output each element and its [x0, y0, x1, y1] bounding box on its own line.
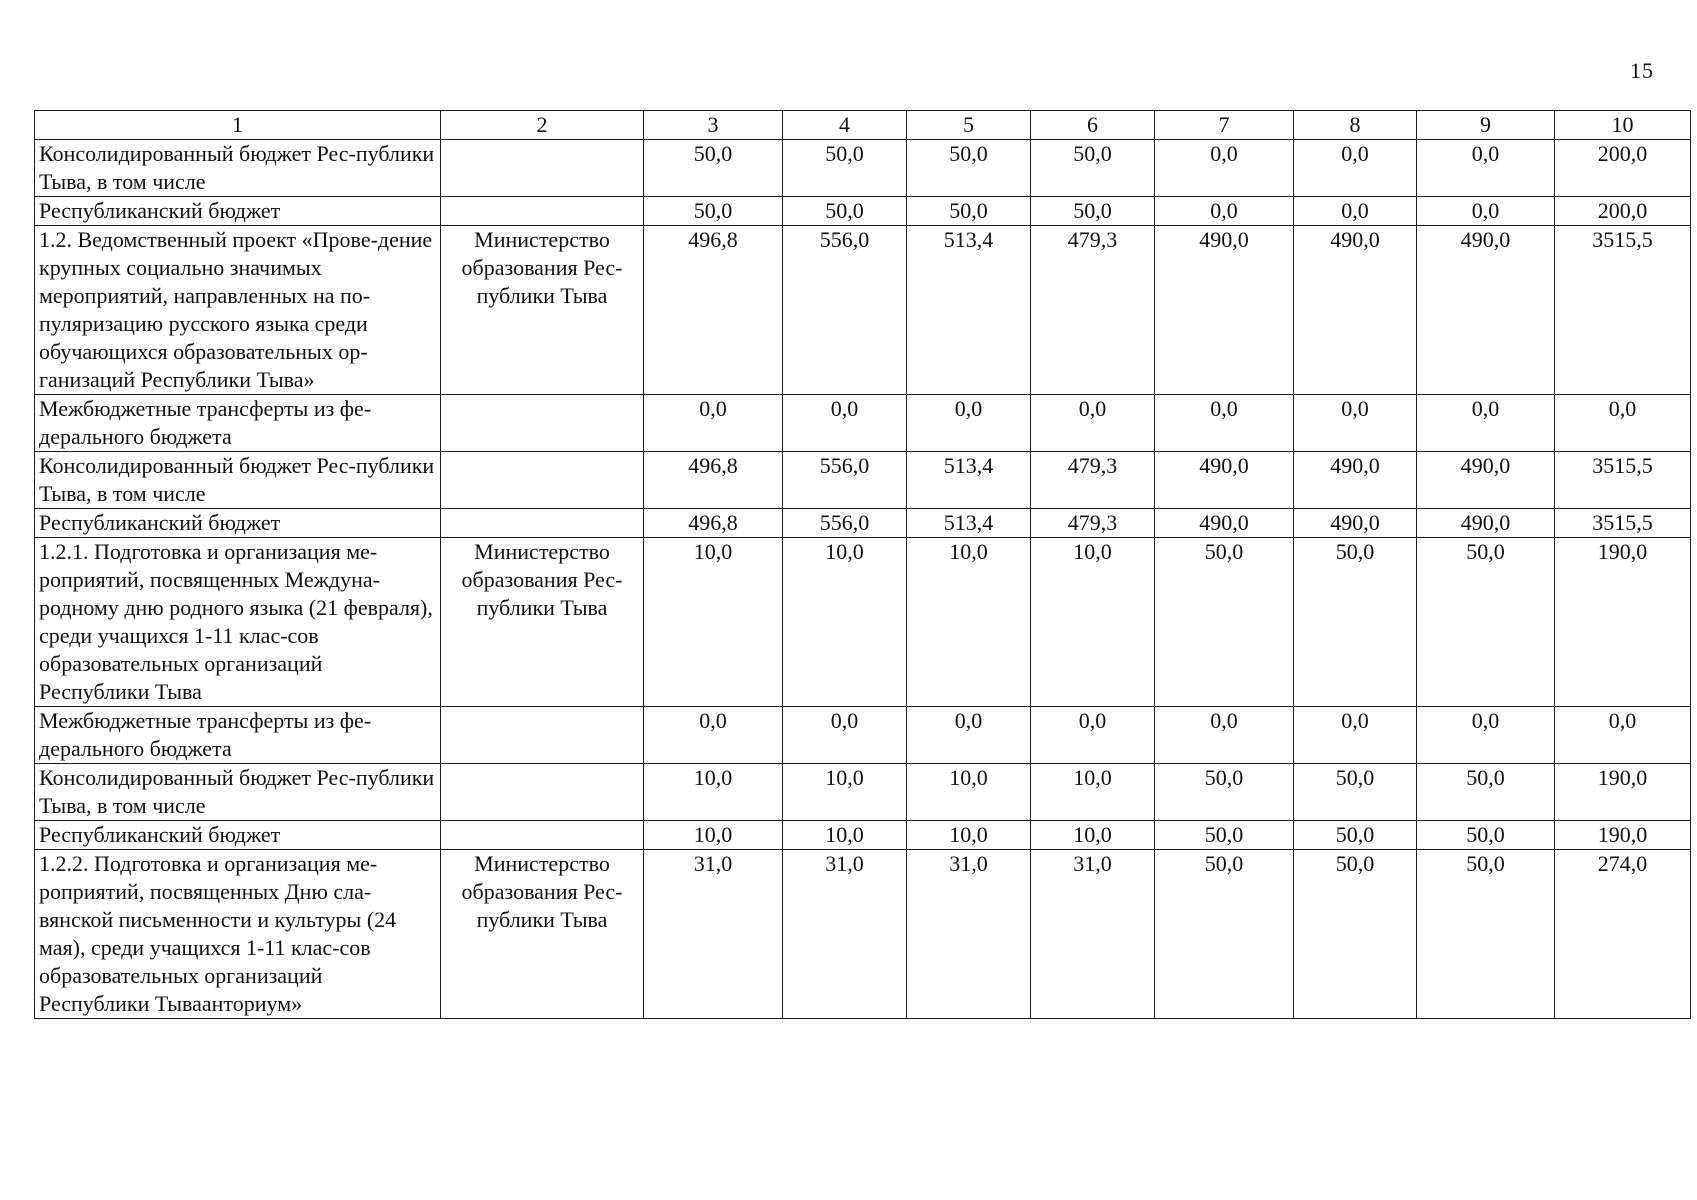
column-header: 7 [1155, 111, 1294, 140]
table-body [35, 140, 1691, 1019]
column-header: 9 [1417, 111, 1555, 140]
value-cell: 274,0 [1555, 850, 1691, 1019]
row-name-cell: Межбюджетные трансферты из фе-дерального бюджета [35, 395, 441, 452]
row-name-cell: Республиканский бюджет [35, 821, 441, 850]
value-cell: 50,0 [1417, 764, 1555, 821]
value-cell: 50,0 [1031, 197, 1155, 226]
value-cell: 50,0 [1294, 764, 1417, 821]
value-cell: 50,0 [1294, 821, 1417, 850]
row-name-cell: 1.2. Ведомственный проект «Прове-дение крупных социально значимых мероприятий, направленных на по-пуляризацию русского языка среди обучающихся образовательных ор-ганизаций Республики Тыва» [35, 226, 441, 395]
value-cell: 10,0 [1031, 538, 1155, 707]
value-cell: 0,0 [1417, 140, 1555, 197]
column-header: 1 [35, 111, 441, 140]
value-cell: 0,0 [1031, 395, 1155, 452]
table-row [35, 395, 1691, 452]
value-cell: 490,0 [1155, 509, 1294, 538]
responsible-cell [441, 707, 644, 764]
value-cell: 50,0 [783, 197, 907, 226]
value-cell: 0,0 [1155, 140, 1294, 197]
responsible-cell: Министерство образования Рес-публики Тыва [441, 538, 644, 707]
value-cell: 10,0 [783, 538, 907, 707]
value-cell: 513,4 [907, 509, 1031, 538]
value-cell: 190,0 [1555, 764, 1691, 821]
column-header: 6 [1031, 111, 1155, 140]
value-cell: 31,0 [907, 850, 1031, 1019]
value-cell: 50,0 [1155, 821, 1294, 850]
value-cell: 479,3 [1031, 226, 1155, 395]
value-cell: 0,0 [1294, 140, 1417, 197]
table-row [35, 707, 1691, 764]
value-cell: 50,0 [907, 197, 1031, 226]
value-cell: 3515,5 [1555, 226, 1691, 395]
value-cell: 0,0 [1417, 197, 1555, 226]
value-cell: 0,0 [644, 395, 783, 452]
value-cell: 490,0 [1155, 452, 1294, 509]
value-cell: 513,4 [907, 226, 1031, 395]
value-cell: 479,3 [1031, 452, 1155, 509]
value-cell: 50,0 [1417, 850, 1555, 1019]
value-cell: 0,0 [1155, 707, 1294, 764]
table-row [35, 452, 1691, 509]
value-cell: 31,0 [644, 850, 783, 1019]
value-cell: 50,0 [1417, 538, 1555, 707]
value-cell: 50,0 [1155, 850, 1294, 1019]
table-row [35, 821, 1691, 850]
value-cell: 0,0 [644, 707, 783, 764]
value-cell: 50,0 [1417, 821, 1555, 850]
value-cell: 0,0 [1555, 395, 1691, 452]
row-name-cell: 1.2.2. Подготовка и организация ме-роприятий, посвященных Дню сла-вянской письменности и культуры (24 мая), среди учащихся 1-11 клас-сов образовательных организаций Республики Тываанториум» [35, 850, 441, 1019]
value-cell: 490,0 [1294, 452, 1417, 509]
value-cell: 479,3 [1031, 509, 1155, 538]
value-cell: 10,0 [907, 538, 1031, 707]
value-cell: 496,8 [644, 452, 783, 509]
value-cell: 50,0 [1294, 850, 1417, 1019]
value-cell: 0,0 [1294, 707, 1417, 764]
responsible-cell: Министерство образования Рес-публики Тыва [441, 850, 644, 1019]
value-cell: 50,0 [1155, 538, 1294, 707]
value-cell: 10,0 [1031, 821, 1155, 850]
value-cell: 0,0 [1417, 395, 1555, 452]
value-cell: 0,0 [1555, 707, 1691, 764]
value-cell: 50,0 [1031, 140, 1155, 197]
value-cell: 0,0 [1155, 395, 1294, 452]
value-cell: 490,0 [1417, 509, 1555, 538]
table-row [35, 226, 1691, 395]
value-cell: 200,0 [1555, 140, 1691, 197]
responsible-cell: Министерство образования Рес-публики Тыва [441, 226, 644, 395]
value-cell: 0,0 [907, 395, 1031, 452]
value-cell: 490,0 [1294, 509, 1417, 538]
responsible-cell [441, 821, 644, 850]
value-cell: 50,0 [1155, 764, 1294, 821]
value-cell: 3515,5 [1555, 452, 1691, 509]
header-row [35, 111, 1691, 140]
value-cell: 496,8 [644, 509, 783, 538]
row-name-cell: Консолидированный бюджет Рес-публики Тыва, в том числе [35, 452, 441, 509]
value-cell: 50,0 [783, 140, 907, 197]
value-cell: 10,0 [907, 764, 1031, 821]
value-cell: 200,0 [1555, 197, 1691, 226]
value-cell: 10,0 [644, 821, 783, 850]
value-cell: 10,0 [1031, 764, 1155, 821]
value-cell: 556,0 [783, 509, 907, 538]
value-cell: 10,0 [783, 764, 907, 821]
row-name-cell: Консолидированный бюджет Рес-публики Тыва, в том числе [35, 140, 441, 197]
value-cell: 0,0 [1155, 197, 1294, 226]
value-cell: 10,0 [783, 821, 907, 850]
value-cell: 10,0 [907, 821, 1031, 850]
table-row [35, 509, 1691, 538]
table-row [35, 764, 1691, 821]
column-header: 8 [1294, 111, 1417, 140]
row-name-cell: Республиканский бюджет [35, 197, 441, 226]
column-header: 10 [1555, 111, 1691, 140]
value-cell: 496,8 [644, 226, 783, 395]
responsible-cell [441, 509, 644, 538]
row-name-cell: 1.2.1. Подготовка и организация ме-роприятий, посвященных Междуна-родному дню родного языка (21 февраля), среди учащихся 1-11 клас-сов образовательных организаций Республики Тыва [35, 538, 441, 707]
value-cell: 10,0 [644, 764, 783, 821]
value-cell: 31,0 [783, 850, 907, 1019]
value-cell: 3515,5 [1555, 509, 1691, 538]
row-name-cell: Республиканский бюджет [35, 509, 441, 538]
value-cell: 0,0 [1294, 395, 1417, 452]
responsible-cell [441, 764, 644, 821]
value-cell: 0,0 [783, 395, 907, 452]
value-cell: 490,0 [1155, 226, 1294, 395]
value-cell: 490,0 [1417, 452, 1555, 509]
responsible-cell [441, 395, 644, 452]
value-cell: 490,0 [1294, 226, 1417, 395]
value-cell: 50,0 [907, 140, 1031, 197]
page-number: 15 [1630, 58, 1654, 83]
column-header: 2 [441, 111, 644, 140]
value-cell: 31,0 [1031, 850, 1155, 1019]
value-cell: 190,0 [1555, 821, 1691, 850]
table-row [35, 140, 1691, 197]
value-cell: 490,0 [1417, 226, 1555, 395]
value-cell: 556,0 [783, 452, 907, 509]
value-cell: 556,0 [783, 226, 907, 395]
column-header: 3 [644, 111, 783, 140]
value-cell: 50,0 [644, 197, 783, 226]
value-cell: 0,0 [907, 707, 1031, 764]
value-cell: 50,0 [644, 140, 783, 197]
column-header: 4 [783, 111, 907, 140]
value-cell: 513,4 [907, 452, 1031, 509]
table-row [35, 197, 1691, 226]
row-name-cell: Межбюджетные трансферты из фе-дерального бюджета [35, 707, 441, 764]
value-cell: 50,0 [1294, 538, 1417, 707]
value-cell: 0,0 [783, 707, 907, 764]
responsible-cell [441, 140, 644, 197]
responsible-cell [441, 197, 644, 226]
table-row [35, 850, 1691, 1019]
budget-table [34, 110, 1691, 1019]
value-cell: 0,0 [1031, 707, 1155, 764]
responsible-cell [441, 452, 644, 509]
value-cell: 0,0 [1417, 707, 1555, 764]
value-cell: 0,0 [1294, 197, 1417, 226]
value-cell: 190,0 [1555, 538, 1691, 707]
value-cell: 10,0 [644, 538, 783, 707]
column-header: 5 [907, 111, 1031, 140]
table-row [35, 538, 1691, 707]
row-name-cell: Консолидированный бюджет Рес-публики Тыва, в том числе [35, 764, 441, 821]
